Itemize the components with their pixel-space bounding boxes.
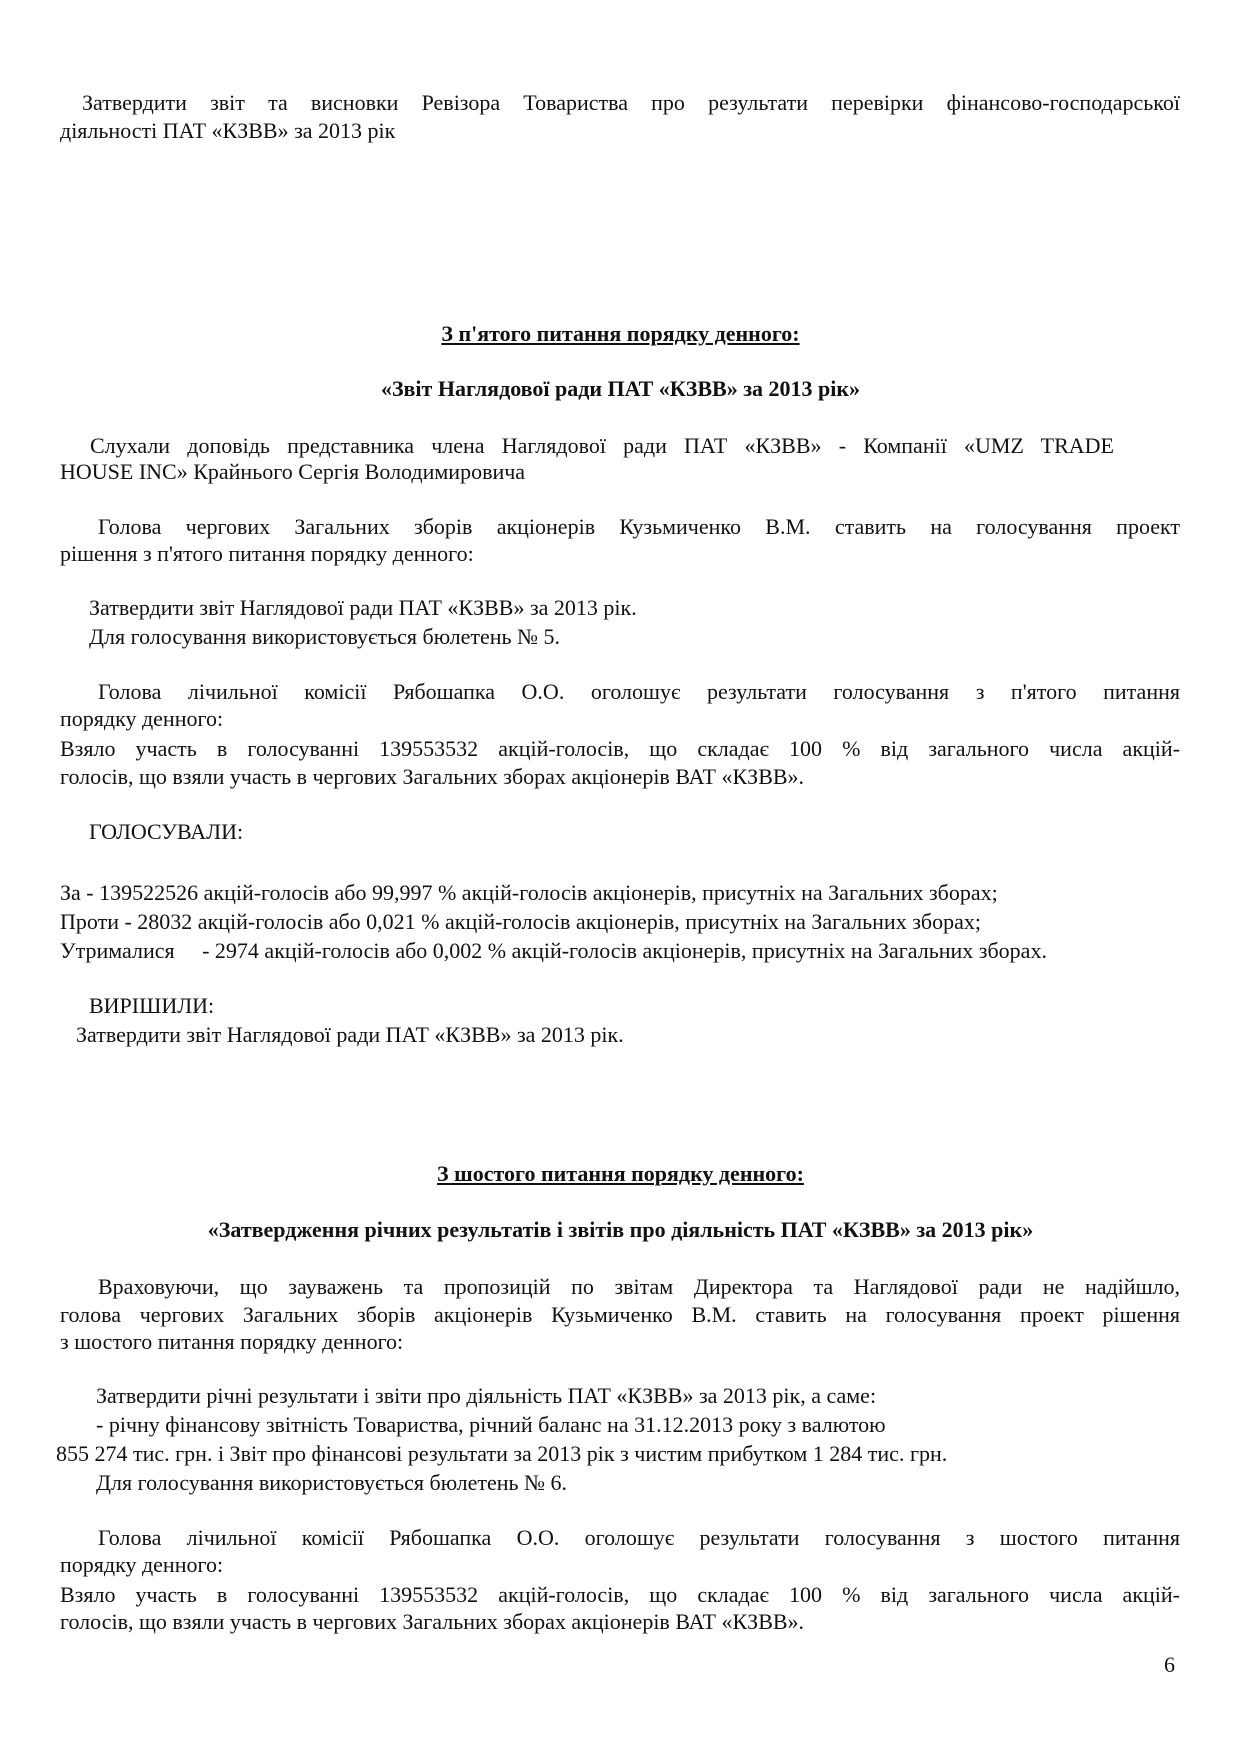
q5-vote-against: Проти - 28032 акцій-голосів або 0,021 % акцій-голосів акціонерів, присутніх на Загальних зборах; [60, 909, 981, 934]
q6-participation-line-1: Взяло участь в голосуванні 139553532 акцій-голосів, що складає 100 % від загального числа акцій- [60, 1582, 1180, 1607]
q6-title: «Затвердження річних результатів і звітів про діяльність ПАТ «КЗВВ» за 2013 рік» [207, 1217, 1034, 1242]
q5-counting-line-1: Голова лічильної комісії Рябошапка О.О. оголошує результати голосування з п'ятого питання [98, 679, 1180, 704]
q6-proposal-line-3: 855 274 тис. грн. і Звіт про фінансові результати за 2013 рік з чистим прибутком 1 284 тис. грн. [56, 1441, 948, 1466]
q6-ballot: Для голосування використовується бюлетень № 6. [96, 1470, 568, 1495]
q6-intro-line-3: з шостого питання порядку денного: [60, 1329, 404, 1354]
q5-heard-line-2: HOUSE INC» Крайнього Сергія Володимировича [60, 459, 526, 484]
q5-chair-line-1: Голова чергових Загальних зборів акціонерів Кузьмиченко В.М. ставить на голосування проект [98, 514, 1180, 539]
q5-participation-line-1: Взяло участь в голосуванні 139553532 акцій-голосів, що складає 100 % від загального числа акцій- [60, 736, 1180, 761]
q5-participation-line-2: голосів, що взяли участь в чергових Загальних зборах акціонерів ВАТ «КЗВВ». [60, 764, 805, 789]
q6-proposal-line-2: - річну фінансову звітність Товариства, річний баланс на 31.12.2013 року з валютою [96, 1412, 886, 1437]
q5-heading: З п'ятого питання порядку денного: [441, 321, 800, 346]
q5-title: «Звіт Наглядової ради ПАТ «КЗВВ» за 2013 рік» [380, 376, 861, 401]
q5-chair-line-2: рішення з п'ятого питання порядку денного: [60, 541, 474, 566]
q6-intro-line-2: голова чергових Загальних зборів акціонерів Кузьмиченко В.М. ставить на голосування проект рішення [60, 1302, 1180, 1327]
top-paragraph-line-1: Затвердити звіт та висновки Ревізора Товариства про результати перевірки фінансово-господарської [82, 90, 1180, 115]
q6-counting-line-1: Голова лічильної комісії Рябошапка О.О. оголошує результати голосування з шостого питання [98, 1525, 1180, 1550]
q5-proposal: Затвердити звіт Наглядової ради ПАТ «КЗВВ» за 2013 рік. [89, 595, 637, 620]
q6-participation-line-2: голосів, що взяли участь в чергових Загальних зборах акціонерів ВАТ «КЗВВ». [60, 1609, 805, 1634]
q5-heard-line-1: Слухали доповідь представника члена Наглядової ради ПАТ «КЗВВ» - Компанії «UMZ TRADE [90, 433, 1114, 458]
q6-proposal-line-1: Затвердити річні результати і звіти про діяльність ПАТ «КЗВВ» за 2013 рік, а саме: [96, 1383, 877, 1408]
q5-decided-label: ВИРІШИЛИ: [89, 993, 215, 1018]
q6-heading: З шостого питання порядку денного: [437, 1161, 804, 1186]
q5-decision: Затвердити звіт Наглядової ради ПАТ «КЗВВ» за 2013 рік. [76, 1022, 624, 1047]
q5-ballot: Для голосування використовується бюлетень № 5. [89, 624, 561, 649]
q5-vote-for: За - 139522526 акцій-голосів або 99,997 % акцій-голосів акціонерів, присутніх на Загальних зборах; [60, 880, 998, 905]
q6-counting-line-2: порядку денного: [60, 1552, 224, 1577]
q5-counting-line-2: порядку денного: [60, 706, 224, 731]
q6-intro-line-1: Враховуючи, що зауважень та пропозицій по звітам Директора та Наглядової ради не надійшло, [98, 1274, 1180, 1299]
q5-vote-abstain: Утрималися - 2974 акцій-голосів або 0,002 % акцій-голосів акціонерів, присутніх на Загальних зборах. [60, 938, 1047, 963]
page-number: 6 [1164, 1652, 1175, 1677]
top-paragraph-line-2: діяльності ПАТ «КЗВВ» за 2013 рік [60, 118, 396, 143]
q5-voted-label: ГОЛОСУВАЛИ: [89, 819, 244, 844]
